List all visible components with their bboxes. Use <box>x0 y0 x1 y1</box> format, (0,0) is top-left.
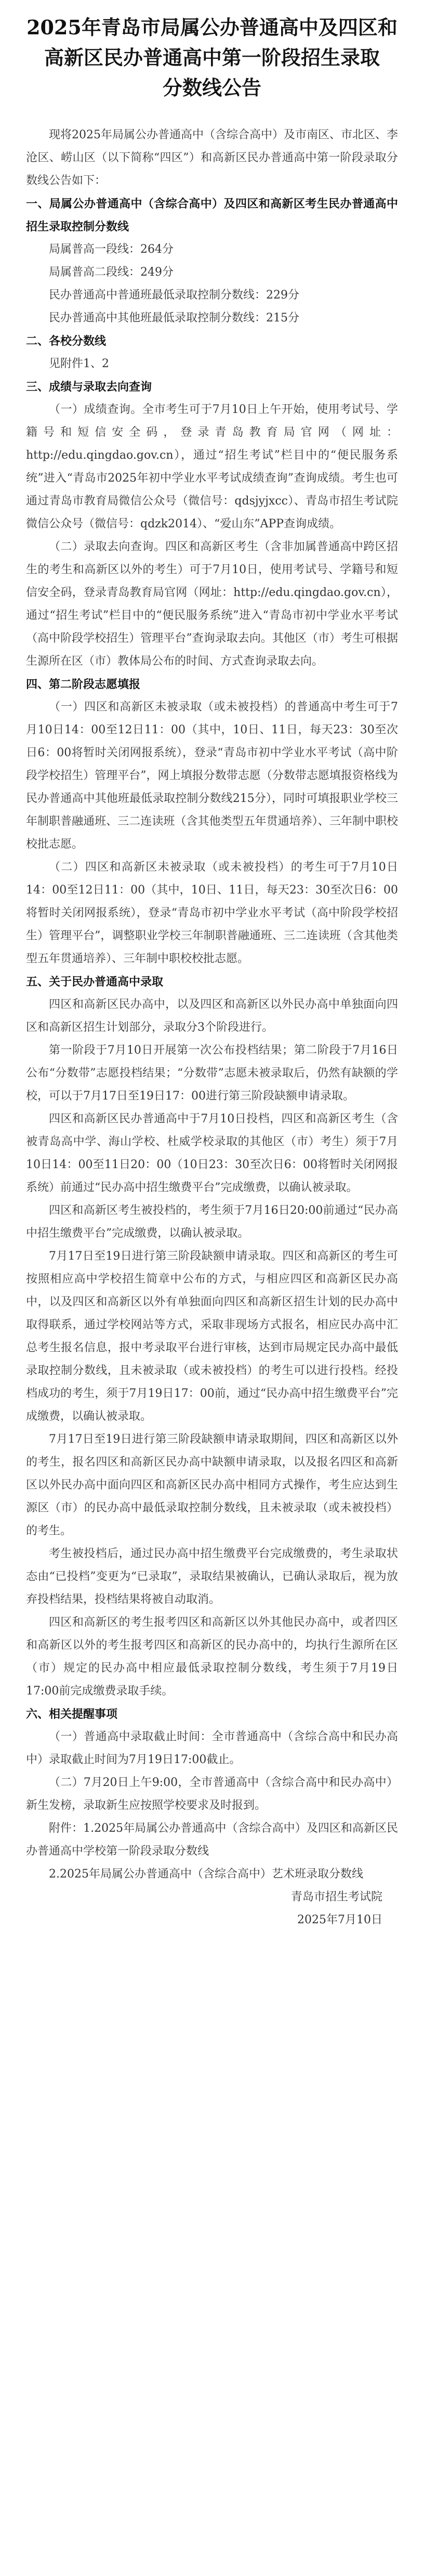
section-heading: 三、成绩与录取去向查询 <box>26 380 152 394</box>
section-heading: 五、关于民办普通高中录取 <box>26 975 164 989</box>
body-paragraph: 局属普高一段线：264分 <box>49 243 174 256</box>
signature-line: 2025年7月10日 <box>297 1913 382 1926</box>
body-paragraph: （一）普通高中录取截止时间：全市普通高中（含综合高中和民办高中）录取截止时间为7月19日17:00截止。 <box>26 1730 398 1766</box>
body-paragraph: （二）7月20日上午9:00，全市普通高中（含综合高中和民办高中）新生发榜，录取新生应按照学校要求及时报到。 <box>26 1776 398 1812</box>
body-paragraph: 现将2025年局属公办普通高中（含综合高中）及市南区、市北区、李沧区、崂山区（以下简称“四区”）和高新区民办普通高中第一阶段录取分数线公告如下： <box>26 128 398 187</box>
body-paragraph: 局属普高二段线：249分 <box>49 266 174 279</box>
body-paragraph: （一）成绩查询。全市考生可于7月10日上午开始，使用考试号、学籍号和短信安全码，登录青岛教育局官网（网址：http://edu.qingdao.gov.cn），通过“招生考试”栏目中的“便民服务系统”进入“青岛市2025年初中学业水平考试成绩查询”查询成绩。考生也可通过青岛市教育局微信公众号（微信号：qdsjyjxcc）、青岛市招生考试院微信公众号（微信号：qdzk2014）、“爱山东”APP查询成绩。 <box>26 403 398 530</box>
body-paragraph: 考生被投档后，通过民办高中招生缴费平台完成缴费的，考生录取状态由“已投档”变更为“已录取”，录取结果被确认，已确认录取后，视为放弃投档结果，投档结果将被自动取消。 <box>26 1547 398 1606</box>
title-line: 分数线公告 <box>162 76 261 99</box>
title-line: 2025年青岛市局属公办普通高中及四区和 <box>27 16 398 39</box>
body-paragraph: 民办普通高中其他班最低录取控制分数线：215分 <box>49 312 299 325</box>
body-paragraph: 四区和高新区考生被投档的，考生须于7月16日20:00前通过“民办高中招生缴费平台”完成缴费，以确认被录取。 <box>26 1204 398 1240</box>
section-heading: 二、各校分数线 <box>26 334 107 348</box>
body-paragraph: 附件：1.2025年局属公办普通高中（含综合高中）及四区和高新区民办普通高中学校第一阶段录取分数线 <box>26 1822 398 1858</box>
signature-line: 青岛市招生考试院 <box>290 1891 382 1904</box>
title-line: 高新区民办普通高中第一阶段招生录取 <box>44 46 380 69</box>
section-heading: 六、相关提醒事项 <box>26 1707 118 1721</box>
page-title <box>26 12 398 103</box>
body-paragraph: 民办普通高中普通班最低录取控制分数线：229分 <box>49 289 299 302</box>
announcement-body <box>26 124 398 1932</box>
body-paragraph: 第一阶段于7月10日开展第一次公布投档结果；第二阶段于7月16日公布“分数带”志愿投档结果；“分数带”志愿未被录取后，仍然有缺额的学校，可以于7月17日至19日17：00进行第三阶段缺额申请录取。 <box>26 1044 398 1103</box>
section-heading: 四、第二阶段志愿填报 <box>26 678 141 691</box>
section-heading: 一、局属公办普通高中（含综合高中）及四区和高新区考生民办普通高中招生录取控制分数线 <box>26 197 398 234</box>
body-paragraph: （二）录取去向查询。四区和高新区考生（含非加属普通高中跨区招生的考生和高新区以外的考生）可于7月10日，使用考试号、学籍号和短信安全码，登录青岛教育局官网（网址：http://edu.qingdao.gov.cn），通过“招生考试”栏目中的“便民服务系统”进入“青岛市初中学业水平考试（高中阶段学校招生）管理平台”查询录取去向。其他区（市）考生可根据生源所在区（市）教体局公布的时间、方式查询录取去向。 <box>26 540 398 668</box>
body-paragraph: 7月17日至19日进行第三阶段缺额申请录取期间，四区和高新区以外的考生，报名四区和高新区民办高中缺额申请录取，以及报名四区和高新区以外民办高中面向四区和高新区民办高中相同方式操作，考生应达到生源区（市）的民办高中最低录取控制分数线，且未被录取（或未被投档）的考生。 <box>26 1433 398 1537</box>
body-paragraph: 四区和高新区民办普通高中于7月10日投档，四区和高新区考生（含被青岛高中学、海山学校、杜威学校录取的其他区（市）考生）须于7月10日14：00至11日20：00（10日23：30至次日6：00将暂时关闭网报系统）前通过“民办高中招生缴费平台”完成缴费，以确认被录取。 <box>26 1112 398 1194</box>
body-paragraph: （一）四区和高新区未被录取（或未被投档）的普通高中考生可于7月10日14：00至12日11：00（其中，10日、11日，每天23：30至次日6：00将暂时关闭网报系统），登录“青岛市初中学业水平考试（高中阶段学校招生）管理平台”，网上填报分数带志愿（分数带志愿填报资格线为民办普通高中其他班最低录取控制分数线215分），同时可填报职业学校三年制职普融通班、三二连读班（含其他类型五年贯通培养）、三年制中职校校批志愿。 <box>26 701 398 851</box>
body-paragraph: （二）四区和高新区未被录取（或未被投档）的考生可于7月10日14：00至12日11：00（其中，10日、11日，每天23：30至次日6：00将暂时关闭网报系统），登录“青岛市初中学业水平考试（高中阶段学校招生）管理平台”，调整职业学校三年制职普融通班、三二连读班（含其他类型五年贯通培养）、三年制中职校校批志愿。 <box>26 861 398 965</box>
body-paragraph: 2.2025年局属公办普通高中（含综合高中）艺术班录取分数线 <box>49 1868 363 1881</box>
body-paragraph: 四区和高新区的考生报考四区和高新区以外其他民办高中，或者四区和高新区以外的考生报考四区和高新区的民办高中的，均执行生源所在区（市）规定的民办高中相应最低录取控制分数线，考生须于7月19日17:00前完成缴费录取手续。 <box>26 1616 398 1698</box>
body-paragraph: 四区和高新区民办高中，以及四区和高新区以外民办高中单独面向四区和高新区招生计划部分，录取分3个阶段进行。 <box>26 998 398 1034</box>
body-paragraph: 见附件1、2 <box>49 357 109 370</box>
body-paragraph: 7月17日至19日进行第三阶段缺额申请录取。四区和高新区的考生可按照相应高中学校招生简章中公布的方式，与相应四区和高新区民办高中，以及四区和高新区以外有单独面向四区和高新区招生计划的民办高中取得联系，通过学校网站等方式，采取非现场方式报名，相应民办高中汇总考生报名信息，报中考录取平台进行审核，达到市局规定民办高中最低录取控制分数线，且未被录取（或未被投档）的考生可以进行投档。经投档成功的考生，须于7月19日17：00前，通过“民办高中招生缴费平台”完成缴费，以确认被录取。 <box>26 1250 398 1423</box>
